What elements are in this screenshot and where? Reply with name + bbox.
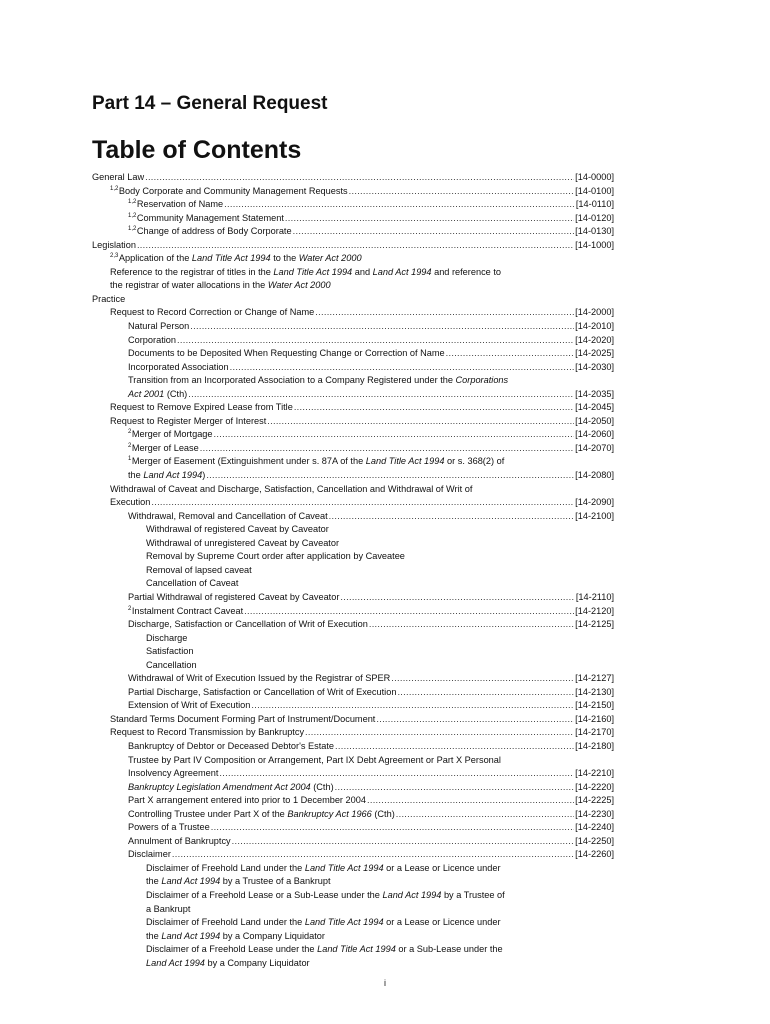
toc-entry-label: Removal of lapsed caveat xyxy=(146,564,252,575)
toc-dot-leader xyxy=(335,781,575,795)
toc-entry-text xyxy=(128,767,218,781)
toc-entry[interactable] xyxy=(92,740,614,754)
toc-entry-text xyxy=(110,713,375,727)
toc-entry[interactable] xyxy=(92,916,614,930)
toc-entry[interactable] xyxy=(92,171,614,185)
toc-entry-label: Withdrawal of Caveat and Discharge, Satisfaction, Cancellation and Withdrawal of Writ of xyxy=(110,483,473,494)
toc-entry[interactable] xyxy=(92,442,614,456)
toc-entry-text xyxy=(128,794,366,808)
toc-entry-reference: [14-2210] xyxy=(575,768,614,779)
toc-entry-text xyxy=(92,171,144,185)
toc-entry[interactable] xyxy=(92,957,614,971)
toc-entry-label: Documents to be Deposited When Requesting Change or Correction of Name xyxy=(128,348,445,359)
toc-entry-reference: [14-0110] xyxy=(575,199,614,210)
toc-entry-text xyxy=(146,957,310,971)
toc-entry[interactable] xyxy=(92,659,614,673)
toc-title: Table of Contents xyxy=(92,136,302,164)
toc-entry-label: Withdrawal, Removal and Cancellation of Caveat xyxy=(128,510,328,521)
toc-entry[interactable] xyxy=(92,781,614,795)
toc-dot-leader xyxy=(206,469,574,483)
toc-entry-reference: [14-2160] xyxy=(575,713,614,724)
toc-entry-text xyxy=(146,875,331,889)
toc-entry-text xyxy=(110,401,293,415)
toc-entry[interactable] xyxy=(92,293,614,307)
toc-entry[interactable] xyxy=(92,591,614,605)
toc-entry[interactable] xyxy=(92,577,614,591)
toc-entry-text xyxy=(146,632,187,646)
toc-entry[interactable] xyxy=(92,632,614,646)
toc-entry-italic-title: Bankruptcy Act 1966 xyxy=(287,808,372,819)
toc-entry-label: Natural Person xyxy=(128,321,190,332)
part-title: Part 14 – General Request xyxy=(92,93,328,114)
toc-entry-label: Cancellation of Caveat xyxy=(146,578,239,589)
toc-entry-label: Body Corporate and Community Management Requests xyxy=(118,185,348,196)
toc-entry-text xyxy=(146,537,339,551)
toc-entry-text xyxy=(110,279,331,293)
toc-entry-italic-title: Land Act 1994 xyxy=(146,957,205,968)
toc-entry-reference: [14-2090] xyxy=(575,497,614,508)
toc-entry-reference: [14-2240] xyxy=(575,822,614,833)
toc-entry-reference: [14-2127] xyxy=(575,673,614,684)
toc-entry[interactable] xyxy=(92,483,614,497)
toc-entry-text-part: and xyxy=(352,266,373,277)
toc-entry-label: Annulment of Bankruptcy xyxy=(128,835,231,846)
toc-entry-reference: [14-2010] xyxy=(575,321,614,332)
toc-entry-label: Withdrawal of unregistered Caveat by Caveator xyxy=(146,537,340,548)
toc-entry[interactable] xyxy=(92,754,614,768)
toc-entry-italic-title: Land Act 1994 xyxy=(161,876,221,887)
toc-entry[interactable] xyxy=(92,726,614,740)
toc-entry[interactable] xyxy=(92,401,614,415)
toc-dot-leader xyxy=(251,699,574,713)
toc-entry[interactable] xyxy=(92,279,614,293)
toc-entry-reference: [14-2130] xyxy=(575,686,614,697)
toc-entry-label: Discharge, Satisfaction or Cancellation of Writ of Execution xyxy=(128,619,368,630)
toc-entry-footnote-marker: 2 xyxy=(128,442,132,449)
toc-entry-text-part: Disclaimer of a Freehold Lease or a Sub-Lease under the xyxy=(146,889,383,900)
toc-entry-reference: [14-1000] xyxy=(575,239,614,250)
toc-entry-text xyxy=(128,848,171,862)
toc-entry-text xyxy=(146,645,194,659)
toc-entry[interactable] xyxy=(92,212,614,226)
toc-entry-label: Bankruptcy of Debtor or Deceased Debtor's Estate xyxy=(128,740,335,751)
toc-entry-text xyxy=(128,455,504,469)
toc-entry-reference: [14-2260] xyxy=(575,849,614,860)
toc-entry-text xyxy=(146,889,505,903)
toc-entry-italic-title: Land Title Act 1994 xyxy=(191,253,271,264)
toc-entry-italic-title: Land Title Act 1994 xyxy=(304,862,384,873)
toc-dot-leader xyxy=(315,306,574,320)
toc-entry-text xyxy=(128,442,199,456)
toc-entry[interactable] xyxy=(92,943,614,957)
toc-entry[interactable] xyxy=(92,388,614,402)
toc-entry-text xyxy=(146,523,329,537)
toc-entry-italic-title: Land Act 1994 xyxy=(382,889,442,900)
toc-entry[interactable] xyxy=(92,930,614,944)
toc-dot-leader xyxy=(267,415,574,429)
toc-entry-footnote-marker: 1 xyxy=(128,456,132,463)
toc-entry-label: Removal by Supreme Court order after application by Caveatee xyxy=(146,551,405,562)
toc-entry-label: a Bankrupt xyxy=(146,903,191,914)
toc-entry-text-part: or a Lease or Licence under xyxy=(383,917,501,928)
toc-entry-reference: [14-2100] xyxy=(575,510,614,521)
toc-entry-label: Execution xyxy=(110,497,151,508)
toc-entry-text xyxy=(92,239,136,253)
toc-entry[interactable] xyxy=(92,672,614,686)
toc-entry-text-part: by a Trustee of xyxy=(441,889,505,900)
toc-entry[interactable] xyxy=(92,239,614,253)
toc-entry-text-part: Controlling Trustee under Part X of the xyxy=(128,808,288,819)
toc-entry-reference: [14-2035] xyxy=(575,388,614,399)
toc-dot-leader xyxy=(285,212,574,226)
toc-entry-text xyxy=(128,428,213,442)
toc-entry-label: Standard Terms Document Forming Part of Instrument/Document xyxy=(110,713,376,724)
toc-entry[interactable] xyxy=(92,618,614,632)
toc-entry[interactable] xyxy=(92,361,614,375)
toc-entry-reference: [14-2045] xyxy=(575,402,614,413)
toc-entry-text-part: or s. 368(2) of xyxy=(444,456,505,467)
toc-dot-leader xyxy=(177,334,574,348)
toc-entry-reference: [14-2170] xyxy=(575,727,614,738)
toc-entry-label: Merger of Mortgage xyxy=(131,429,213,440)
toc-entry-text xyxy=(92,293,125,307)
toc-entry-text xyxy=(128,699,250,713)
toc-entry-label: Insolvency Agreement xyxy=(128,768,219,779)
toc-entry-reference: [14-2180] xyxy=(575,740,614,751)
toc-entry-label: Instalment Contract Caveat xyxy=(131,605,244,616)
toc-entry-reference: [14-0130] xyxy=(575,226,614,237)
table-of-contents xyxy=(92,171,614,970)
toc-entry[interactable] xyxy=(92,821,614,835)
toc-entry-text-part: by a Company Liquidator xyxy=(220,930,325,941)
toc-entry[interactable] xyxy=(92,374,614,388)
toc-entry-label: Incorporated Association xyxy=(128,361,229,372)
toc-entry-text xyxy=(128,821,210,835)
toc-entry-reference: [14-0000] xyxy=(575,172,614,182)
toc-entry-italic-title: Land Title Act 1994 xyxy=(365,456,445,467)
toc-entry[interactable] xyxy=(92,808,614,822)
toc-entry[interactable] xyxy=(92,334,614,348)
toc-dot-leader xyxy=(349,185,575,199)
toc-entry-italic-title: Bankruptcy Legislation Amendment Act 2004 xyxy=(128,781,311,792)
toc-entry-text-part: Application of the xyxy=(118,253,192,264)
toc-entry-label: Partial Discharge, Satisfaction or Cancellation of Writ of Execution xyxy=(128,686,397,697)
toc-entry-text-part: or a Lease or Licence under xyxy=(383,862,501,873)
toc-dot-leader xyxy=(145,171,574,185)
toc-dot-leader xyxy=(446,347,575,361)
toc-entry[interactable] xyxy=(92,686,614,700)
toc-entry-text xyxy=(128,754,501,768)
toc-entry-text xyxy=(110,252,362,266)
toc-entry-label: Withdrawal of registered Caveat by Caveator xyxy=(146,524,329,535)
toc-entry-text-part: (Cth) xyxy=(310,781,334,792)
toc-dot-leader xyxy=(214,428,575,442)
toc-dot-leader xyxy=(369,618,574,632)
toc-entry-text-part: or a Sub-Lease under the xyxy=(395,944,503,955)
toc-entry[interactable] xyxy=(92,794,614,808)
toc-entry-label: Withdrawal of Writ of Execution Issued by the Registrar of SPER xyxy=(128,673,391,684)
toc-entry-footnote-marker: 1,2 xyxy=(128,199,137,206)
toc-entry-text-part: Disclaimer of Freehold Land under the xyxy=(146,862,305,873)
toc-entry-label: Change of address of Body Corporate xyxy=(136,226,292,237)
toc-entry-text xyxy=(128,347,445,361)
toc-entry[interactable] xyxy=(92,320,614,334)
page-number: i xyxy=(384,978,386,988)
toc-entry-label: Community Management Statement xyxy=(136,212,284,223)
toc-dot-leader xyxy=(172,848,574,862)
toc-entry-text-part: ) xyxy=(202,470,206,481)
toc-entry-label: Reservation of Name xyxy=(136,199,224,210)
toc-entry-text xyxy=(128,212,284,226)
toc-entry-text xyxy=(128,835,231,849)
toc-entry[interactable] xyxy=(92,903,614,917)
toc-entry-text xyxy=(146,916,501,930)
toc-entry[interactable] xyxy=(92,889,614,903)
toc-entry-text-part: by a Trustee of a Bankrupt xyxy=(220,876,331,887)
toc-entry-text xyxy=(146,930,325,944)
toc-entry-label: General Law xyxy=(92,172,145,182)
toc-entry-italic-title: Corporations xyxy=(455,375,509,386)
toc-entry[interactable] xyxy=(92,225,614,239)
toc-entry-text xyxy=(146,577,238,591)
toc-entry-label: Request to Remove Expired Lease from Title xyxy=(110,402,293,413)
toc-entry[interactable] xyxy=(92,605,614,619)
toc-dot-leader xyxy=(200,442,574,456)
toc-entry[interactable] xyxy=(92,848,614,862)
toc-entry-reference: [14-2080] xyxy=(575,470,614,481)
toc-entry-text xyxy=(128,510,328,524)
toc-entry-italic-title: Land Title Act 1994 xyxy=(317,944,396,955)
toc-entry-text xyxy=(146,564,252,578)
toc-entry-text xyxy=(128,808,395,822)
toc-entry-text xyxy=(146,550,405,564)
toc-entry-italic-title: Water Act 2000 xyxy=(298,253,362,264)
toc-entry-text-part: the registrar of water allocations in the xyxy=(110,280,268,291)
toc-dot-leader xyxy=(329,510,575,524)
toc-dot-leader xyxy=(397,686,574,700)
toc-entry[interactable] xyxy=(92,767,614,781)
toc-entry-reference: [14-0120] xyxy=(575,212,614,223)
toc-entry-italic-title: Act 2001 xyxy=(128,388,165,399)
toc-dot-leader xyxy=(232,835,575,849)
toc-entry[interactable] xyxy=(92,469,614,483)
toc-entry-reference: [14-2220] xyxy=(575,781,614,792)
toc-entry[interactable] xyxy=(92,266,614,280)
toc-entry[interactable] xyxy=(92,185,614,199)
toc-dot-leader xyxy=(293,225,575,239)
toc-entry[interactable] xyxy=(92,455,614,469)
toc-entry-label: Satisfaction xyxy=(146,646,194,657)
toc-dot-leader xyxy=(190,320,574,334)
toc-entry[interactable] xyxy=(92,537,614,551)
toc-entry-text-part: Transition from an Incorporated Association to a Company Registered under the xyxy=(128,375,456,386)
toc-entry-text xyxy=(110,185,348,199)
toc-entry-text-part: the xyxy=(146,876,162,887)
toc-entry[interactable] xyxy=(92,862,614,876)
toc-entry-text-part: Reference to the registrar of titles in the xyxy=(110,266,274,277)
toc-entry-text-part: by a Company Liquidator xyxy=(204,957,310,968)
toc-entry-reference: [14-0100] xyxy=(575,185,614,196)
toc-entry[interactable] xyxy=(92,428,614,442)
toc-entry-text-part: (Cth) xyxy=(371,808,395,819)
toc-entry-reference: [14-2025] xyxy=(575,348,614,359)
toc-entry-footnote-marker: 1,2 xyxy=(128,226,137,233)
toc-entry-label: Cancellation xyxy=(146,659,197,670)
toc-entry-text xyxy=(146,659,197,673)
toc-entry-reference: [14-2070] xyxy=(575,442,614,453)
toc-entry-label: Request to Record Transmission by Bankruptcy xyxy=(110,727,305,738)
toc-entry-footnote-marker: 1,2 xyxy=(128,212,137,219)
toc-entry[interactable] xyxy=(92,347,614,361)
toc-entry-label: Partial Withdrawal of registered Caveat by Caveator xyxy=(128,591,340,602)
toc-dot-leader xyxy=(367,794,574,808)
toc-entry[interactable] xyxy=(92,523,614,537)
toc-dot-leader xyxy=(211,821,574,835)
toc-entry-label: Request to Register Merger of Interest xyxy=(110,415,267,426)
toc-entry-italic-title: Land Title Act 1994 xyxy=(304,917,384,928)
toc-entry-text xyxy=(128,781,334,795)
toc-entry-label: Request to Record Correction or Change of Name xyxy=(110,307,315,318)
toc-entry-text xyxy=(128,198,223,212)
toc-entry[interactable] xyxy=(92,713,614,727)
toc-dot-leader xyxy=(396,808,574,822)
toc-entry-text xyxy=(128,740,334,754)
toc-entry-italic-title: Land Title Act 1994 xyxy=(273,266,353,277)
toc-entry-text-part: Disclaimer of Freehold Land under the xyxy=(146,917,305,928)
toc-dot-leader xyxy=(294,401,574,415)
toc-entry-reference: [14-2110] xyxy=(575,591,614,602)
toc-entry-text xyxy=(128,388,187,402)
toc-entry-text xyxy=(110,496,150,510)
toc-entry-text xyxy=(128,225,292,239)
toc-entry-text xyxy=(128,591,339,605)
toc-entry-text xyxy=(128,686,396,700)
toc-entry-footnote-marker: 2 xyxy=(128,429,132,436)
toc-entry[interactable] xyxy=(92,510,614,524)
toc-dot-leader xyxy=(376,713,574,727)
toc-entry-label: Trustee by Part IV Composition or Arrangement, Part IX Debt Agreement or Part X Personal xyxy=(128,754,501,765)
toc-entry[interactable] xyxy=(92,699,614,713)
toc-entry[interactable] xyxy=(92,198,614,212)
toc-entry-text xyxy=(128,469,205,483)
toc-entry-label: Corporation xyxy=(128,334,177,345)
toc-entry-text-part: and reference to xyxy=(431,266,501,277)
toc-entry-reference: [14-2020] xyxy=(575,334,614,345)
toc-entry-text xyxy=(146,903,190,917)
toc-entry-reference: [14-2030] xyxy=(575,361,614,372)
toc-dot-leader xyxy=(230,361,575,375)
toc-entry-footnote-marker: 2 xyxy=(128,605,132,612)
toc-entry-label: Merger of Lease xyxy=(131,442,199,453)
toc-entry-reference: [14-2120] xyxy=(575,605,614,616)
toc-entry-text xyxy=(146,862,501,876)
toc-entry[interactable] xyxy=(92,550,614,564)
toc-entry[interactable] xyxy=(92,306,614,320)
toc-dot-leader xyxy=(137,239,574,253)
toc-entry-text xyxy=(128,605,243,619)
toc-entry-text xyxy=(146,943,503,957)
toc-entry-reference: [14-2060] xyxy=(575,429,614,440)
toc-entry[interactable] xyxy=(92,645,614,659)
toc-entry-text xyxy=(128,320,189,334)
toc-entry-label: Practice xyxy=(92,293,126,304)
toc-dot-leader xyxy=(151,496,574,510)
toc-entry-label: Legislation xyxy=(92,239,136,250)
toc-entry-text xyxy=(110,483,472,497)
toc-entry-text xyxy=(128,618,368,632)
toc-entry-text-part: the xyxy=(146,930,162,941)
toc-entry[interactable] xyxy=(92,564,614,578)
toc-entry-label: Part X arrangement entered into prior to 1 December 2004 xyxy=(128,795,366,806)
toc-entry-label: Discharge xyxy=(146,632,188,643)
toc-entry-italic-title: Water Act 2000 xyxy=(267,280,331,291)
toc-entry-text-part: to the xyxy=(270,253,299,264)
toc-entry-reference: [14-2225] xyxy=(575,795,614,806)
toc-dot-leader xyxy=(244,605,574,619)
toc-dot-leader xyxy=(224,198,575,212)
toc-entry-text xyxy=(110,415,266,429)
toc-entry-footnote-marker: 2,3 xyxy=(110,253,119,260)
toc-entry-footnote-marker: 1,2 xyxy=(110,185,119,192)
toc-dot-leader xyxy=(391,672,574,686)
toc-dot-leader xyxy=(340,591,574,605)
toc-entry[interactable] xyxy=(92,835,614,849)
toc-dot-leader xyxy=(219,767,574,781)
toc-dot-leader xyxy=(188,388,574,402)
toc-entry-reference: [14-2050] xyxy=(575,415,614,426)
toc-entry-reference: [14-2125] xyxy=(575,619,614,630)
toc-entry-reference: [14-2000] xyxy=(575,307,614,318)
toc-entry-italic-title: Land Act 1994 xyxy=(161,930,221,941)
toc-entry-label: Disclaimer xyxy=(128,849,171,860)
toc-entry[interactable] xyxy=(92,496,614,510)
toc-entry[interactable] xyxy=(92,875,614,889)
toc-entry[interactable] xyxy=(92,415,614,429)
toc-entry[interactable] xyxy=(92,252,614,266)
toc-entry-text xyxy=(128,334,176,348)
toc-entry-text xyxy=(110,726,304,740)
toc-entry-italic-title: Land Act 1994 xyxy=(143,470,203,481)
toc-entry-reference: [14-2150] xyxy=(575,700,614,711)
toc-entry-reference: [14-2230] xyxy=(575,808,614,819)
toc-entry-text-part: the xyxy=(128,470,144,481)
toc-entry-italic-title: Land Act 1994 xyxy=(372,266,432,277)
toc-entry-text xyxy=(128,361,229,375)
toc-entry-text-part: Disclaimer of a Freehold Lease under the xyxy=(146,944,318,955)
toc-entry-label: Powers of a Trustee xyxy=(128,822,210,833)
toc-dot-leader xyxy=(305,726,574,740)
toc-entry-text xyxy=(128,374,508,388)
toc-entry-text-part: (Cth) xyxy=(164,388,188,399)
toc-entry-text xyxy=(110,306,314,320)
toc-entry-text-part: Merger of Easement (Extinguishment under s. 87A of the xyxy=(131,456,366,467)
toc-entry-reference: [14-2250] xyxy=(575,835,614,846)
toc-entry-text xyxy=(110,266,501,280)
toc-dot-leader xyxy=(335,740,574,754)
toc-entry-label: Extension of Writ of Execution xyxy=(128,700,251,711)
toc-entry-text xyxy=(128,672,390,686)
